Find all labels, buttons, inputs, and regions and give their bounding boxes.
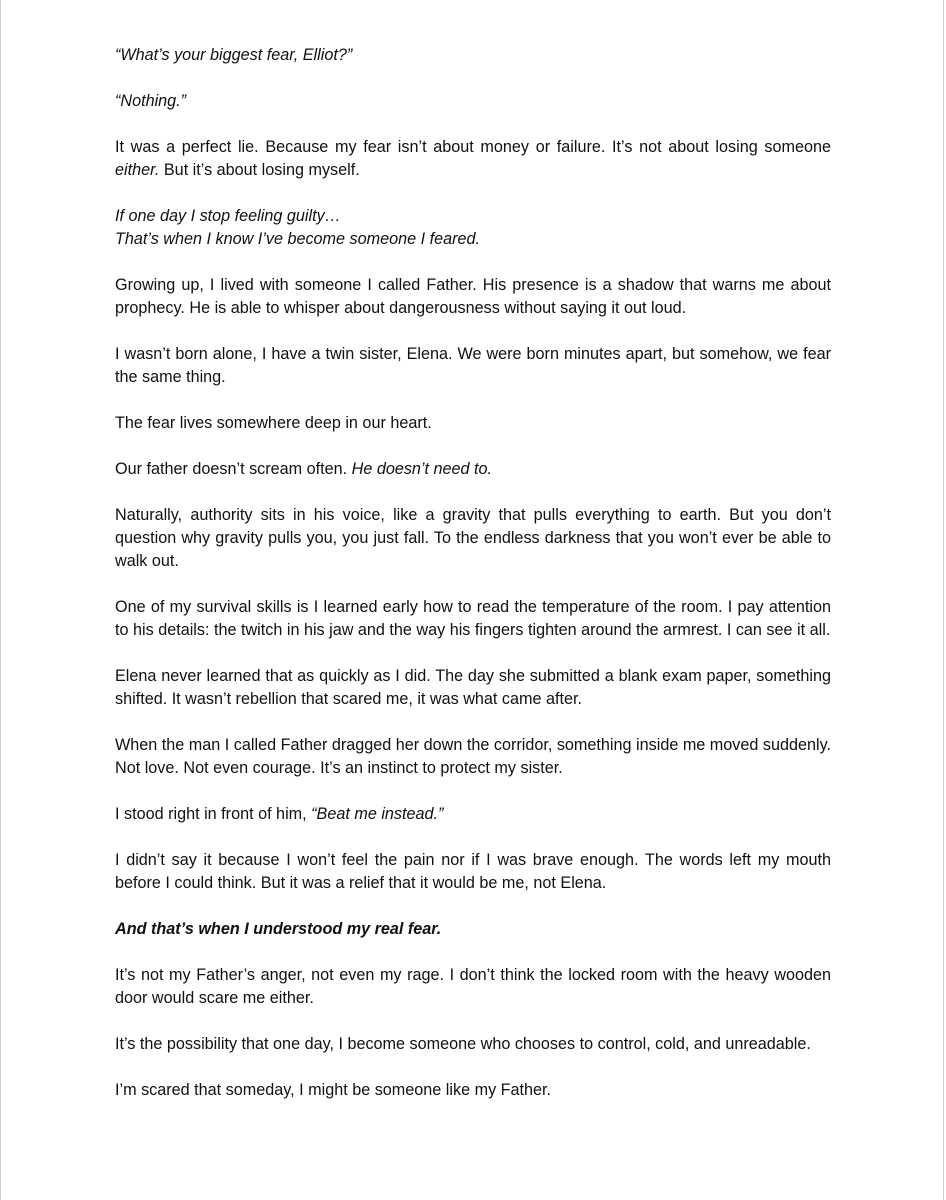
paragraph-real-fear bbox=[115, 918, 831, 941]
paragraph-perfect-lie bbox=[115, 136, 831, 182]
paragraph-twin-sister bbox=[115, 343, 831, 389]
paragraph-possibility bbox=[115, 1033, 831, 1056]
document-body bbox=[115, 44, 831, 1125]
emphasis-text: He doesn’t need to. bbox=[351, 460, 493, 478]
paragraph-relief bbox=[115, 849, 831, 895]
paragraph-not-anger bbox=[115, 964, 831, 1010]
paragraph-beat-me bbox=[115, 803, 831, 826]
opening-answer bbox=[115, 90, 831, 113]
paragraph-text: Growing up, I lived with someone I called Father. His presence is a shadow that warns me about prophecy. He is able to whisper about dangerousness without saying it out loud. bbox=[115, 276, 831, 317]
paragraph-text: When the man I called Father dragged her down the corridor, something inside me moved suddenly. Not love. Not even courage. It’s an instinct to protect my sister. bbox=[115, 736, 831, 777]
paragraph-text: One of my survival skills is I learned early how to read the temperature of the room. I pay attention to his details: the twitch in his jaw and the way his fingers tighten around the armrest. I can see it all. bbox=[115, 598, 831, 639]
paragraph-text: But it’s about losing myself. bbox=[159, 161, 360, 179]
paragraph-guilt bbox=[115, 205, 831, 251]
paragraph-father-scream bbox=[115, 458, 831, 481]
guilt-line-2: That’s when I know I’ve become someone I feared. bbox=[115, 230, 481, 248]
paragraph-text: It’s the possibility that one day, I become someone who chooses to control, cold, and unreadable. bbox=[115, 1035, 811, 1053]
paragraph-growing-up bbox=[115, 274, 831, 320]
paragraph-text: The fear lives somewhere deep in our heart. bbox=[115, 414, 432, 432]
guilt-line-1: If one day I stop feeling guilty… bbox=[115, 207, 341, 225]
paragraph-fear-lives bbox=[115, 412, 831, 435]
paragraph-text: It’s not my Father’s anger, not even my rage. I don’t think the locked room with the heavy wooden door would scare me either. bbox=[115, 966, 831, 1007]
question-text: “What’s your biggest fear, Elliot?” bbox=[115, 46, 353, 64]
paragraph-text: It was a perfect lie. Because my fear isn’t about money or failure. It’s not about losing someone bbox=[115, 138, 831, 156]
quote-text: “Beat me instead.” bbox=[311, 805, 444, 823]
paragraph-text: Elena never learned that as quickly as I did. The day she submitted a blank exam paper, something shifted. It wasn’t rebellion that scared me, it was what came after. bbox=[115, 667, 831, 708]
emphasis-text: either. bbox=[115, 161, 160, 179]
paragraph-elena-exam bbox=[115, 665, 831, 711]
paragraph-text: I’m scared that someday, I might be someone like my Father. bbox=[115, 1081, 552, 1099]
bold-italic-text: And that’s when I understood my real fear. bbox=[115, 920, 442, 938]
paragraph-text: Our father doesn’t scream often. bbox=[115, 460, 352, 478]
paragraph-authority bbox=[115, 504, 831, 573]
paragraph-text: Naturally, authority sits in his voice, like a gravity that pulls everything to earth. But you don’t question why gravity pulls you, you just fall. To the endless darkness that you won’t ever be able to walk out. bbox=[115, 506, 831, 570]
paragraph-corridor bbox=[115, 734, 831, 780]
answer-text: “Nothing.” bbox=[115, 92, 187, 110]
paragraph-text: I wasn’t born alone, I have a twin sister, Elena. We were born minutes apart, but somehow, we fear the same thing. bbox=[115, 345, 831, 386]
paragraph-text: I didn’t say it because I won’t feel the pain nor if I was brave enough. The words left my mouth before I could think. But it was a relief that it would be me, not Elena. bbox=[115, 851, 831, 892]
paragraph-text: I stood right in front of him, bbox=[115, 805, 312, 823]
opening-question bbox=[115, 44, 831, 67]
paragraph-survival-skills bbox=[115, 596, 831, 642]
paragraph-closing bbox=[115, 1079, 831, 1102]
